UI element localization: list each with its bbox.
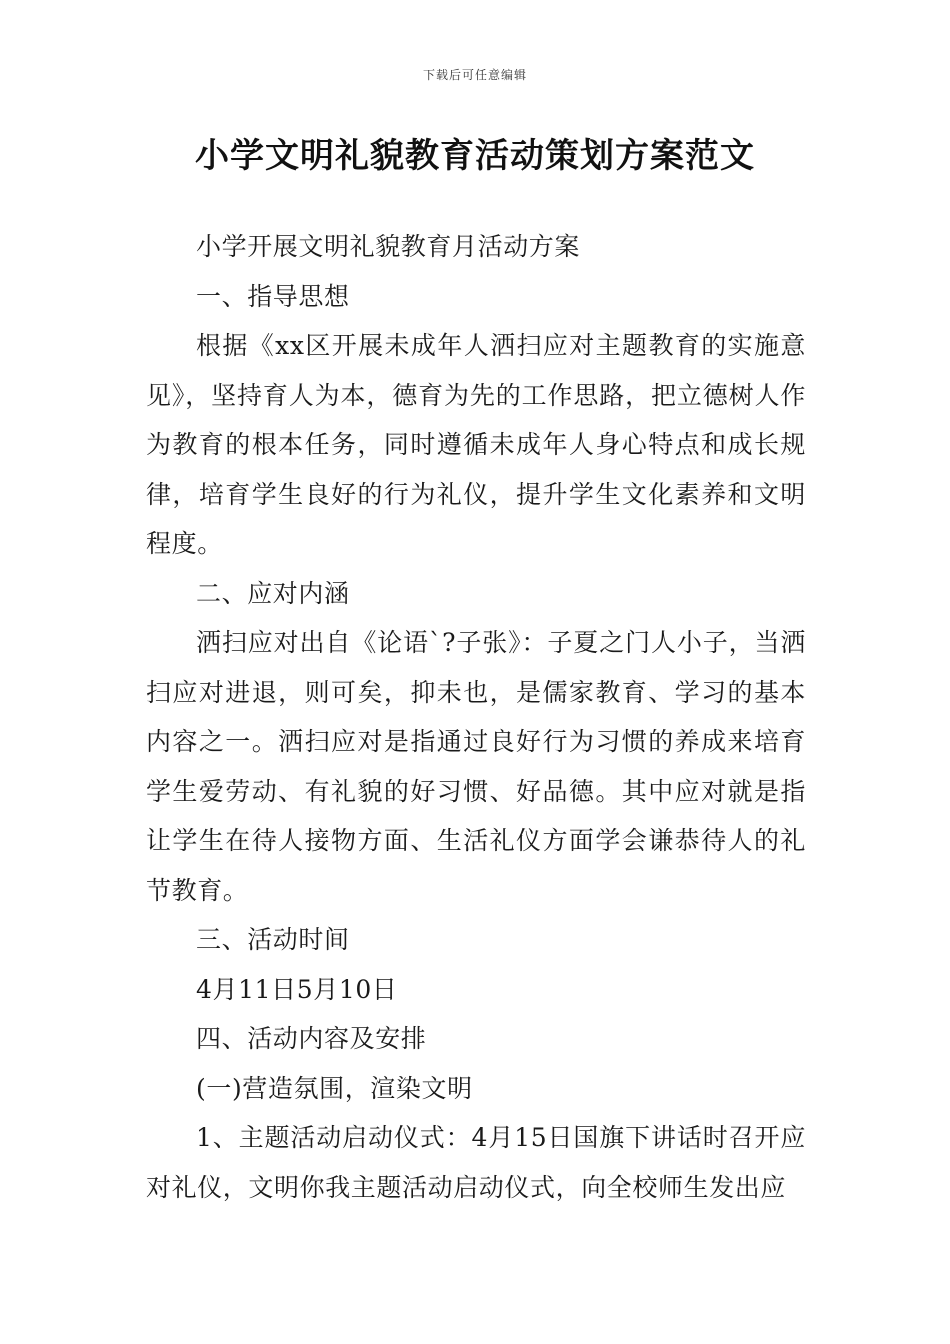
document-title: 小学文明礼貌教育活动策划方案范文 — [195, 136, 755, 176]
paragraph-activity-time: 4月11日5月10日 — [196, 974, 398, 1004]
paragraph-subtitle: 小学开展文明礼貌教育月活动方案 — [196, 232, 581, 261]
document-body — [146, 222, 806, 1212]
paragraph-guiding-thought: 根据《xx区开展未成年人洒扫应对主题教育的实施意见》，坚持育人为本，德育为先的工作思路，把立德树人作为教育的根本任务，同时遵循未成年人身心特点和成长规律，培育学生良好的行为礼仪，提升学生文化素养和文明程度。 — [146, 331, 806, 558]
header-note: 下载后可任意编辑 — [422, 68, 527, 82]
section-heading-activity-time: 三、活动时间 — [196, 925, 350, 954]
paragraph-launch-ceremony: 1、主题活动启动仪式：4月15日国旗下讲话时召开应对礼仪，文明你我主题活动启动仪式，向全校师生发出应 — [146, 1123, 806, 1202]
paragraph-meaning: 洒扫应对出自《论语`?子张》：子夏之门人小子，当洒扫应对进退，则可矣，抑未也，是儒家教育、学习的基本内容之一。洒扫应对是指通过良好行为习惯的养成来培育学生爱劳动、有礼貌的好习惯、好品德。其中应对就是指让学生在待人接物方面、生活礼仪方面学会谦恭待人的礼节教育。 — [146, 628, 806, 905]
section-heading-guiding-thought: 一、指导思想 — [196, 281, 350, 311]
section-heading-meaning: 二、应对内涵 — [196, 578, 350, 608]
section-heading-activity-content: 四、活动内容及安排 — [196, 1024, 427, 1053]
subsection-heading-atmosphere: (一)营造氛围，渲染文明 — [196, 1073, 473, 1103]
